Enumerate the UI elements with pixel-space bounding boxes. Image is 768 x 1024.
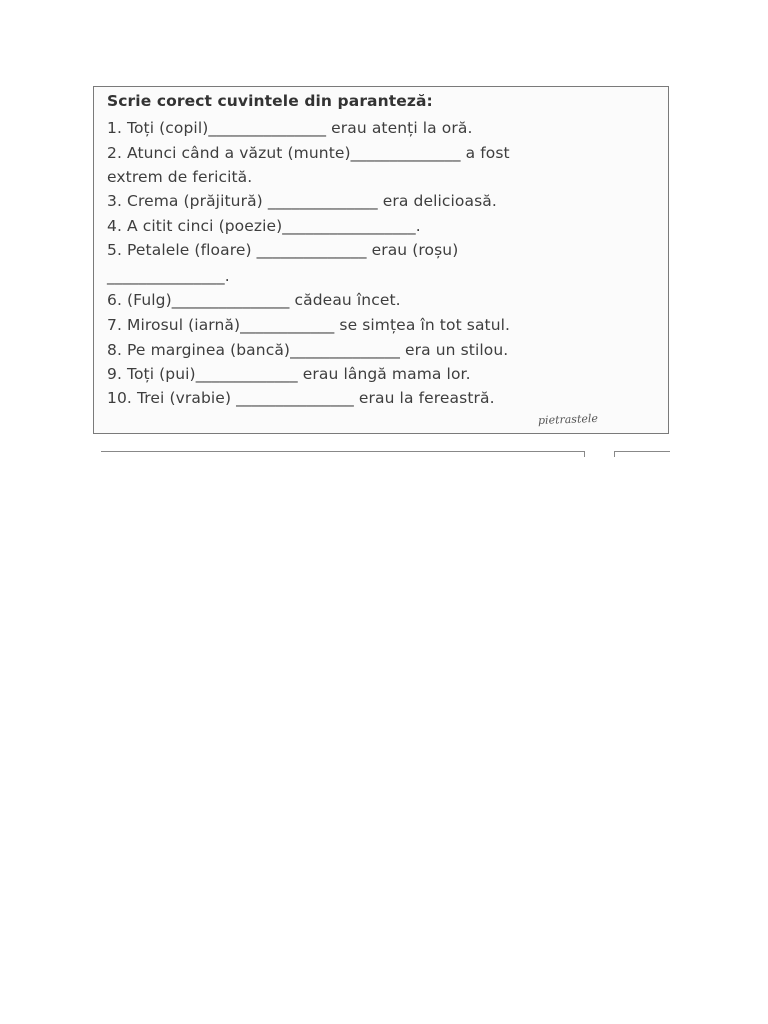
exercise-line-4: 4. A citit cinci (poezie)_________________. bbox=[107, 217, 421, 235]
worksheet-title: Scrie corect cuvintele din paranteză: bbox=[107, 92, 433, 110]
next-section-corner-left bbox=[584, 451, 585, 457]
next-section-corner-right bbox=[614, 451, 615, 457]
exercise-line-3: 3. Crema (prăjitură) ______________ era delicioasă. bbox=[107, 192, 497, 210]
exercise-line-1: 1. Toți (copil)_______________ erau atenți la oră. bbox=[107, 119, 473, 137]
exercise-line-9: 9. Toți (pui)_____________ erau lângă mama lor. bbox=[107, 365, 471, 383]
next-section-border-right bbox=[614, 451, 670, 452]
handwritten-note: pietrastele bbox=[537, 411, 599, 428]
next-section-border-left bbox=[101, 451, 585, 452]
exercise-line-5-cont: _______________. bbox=[107, 267, 230, 285]
exercise-line-2: 2. Atunci când a văzut (munte)______________ a fost bbox=[107, 144, 510, 162]
exercise-line-10: 10. Trei (vrabie) _______________ erau la fereastră. bbox=[107, 389, 495, 407]
exercise-line-6: 6. (Fulg)_______________ cădeau încet. bbox=[107, 291, 401, 309]
exercise-line-5: 5. Petalele (floare) ______________ erau (roșu) bbox=[107, 241, 459, 259]
exercise-line-8: 8. Pe marginea (bancă)______________ era un stilou. bbox=[107, 341, 509, 359]
exercise-line-2-cont: extrem de fericită. bbox=[107, 168, 253, 186]
worksheet-box bbox=[93, 86, 669, 434]
exercise-line-7: 7. Mirosul (iarnă)____________ se simțea în tot satul. bbox=[107, 316, 511, 334]
